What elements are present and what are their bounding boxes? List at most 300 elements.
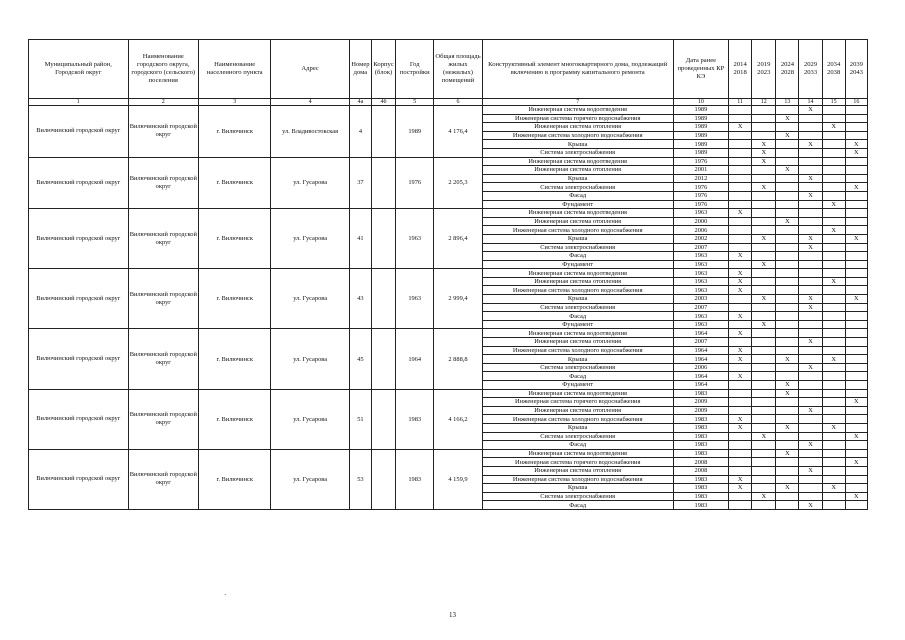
locality-cell: г. Вилючинск xyxy=(198,269,270,329)
period-mark-cell xyxy=(822,312,845,321)
period-mark-cell: X xyxy=(776,381,799,390)
locality-cell: г. Вилючинск xyxy=(198,106,270,158)
house-block xyxy=(29,269,868,329)
period-mark-cell xyxy=(776,303,799,312)
period-mark-cell: X xyxy=(776,423,799,432)
period-mark-cell xyxy=(776,277,799,286)
period-mark-cell xyxy=(729,106,752,115)
period-mark-cell: X xyxy=(729,415,752,424)
locality-cell: г. Вилючинск xyxy=(198,329,270,389)
period-mark-cell xyxy=(799,432,822,441)
period-mark-cell xyxy=(845,466,867,475)
element-name-cell: Система электроснабжения xyxy=(482,148,673,157)
element-name-cell: Инженерная система водоотведения xyxy=(482,449,673,458)
period-mark-cell xyxy=(799,131,822,140)
previous-repair-date-cell: 1983 xyxy=(673,423,728,432)
previous-repair-date-cell: 2009 xyxy=(673,406,728,415)
period-mark-cell xyxy=(845,355,867,364)
period-mark-cell xyxy=(822,492,845,501)
area-cell: 4 159,9 xyxy=(434,449,482,509)
period-mark-cell xyxy=(752,484,776,493)
period-mark-cell xyxy=(822,381,845,390)
period-mark-cell xyxy=(752,363,776,372)
period-mark-cell: X xyxy=(799,303,822,312)
previous-repair-date-cell: 1964 xyxy=(673,381,728,390)
period-mark-cell: X xyxy=(729,123,752,132)
house-number-cell: 53 xyxy=(349,449,371,509)
period-mark-cell: X xyxy=(799,501,822,510)
element-name-cell: Инженерная система отопления xyxy=(482,217,673,226)
previous-repair-date-cell: 2006 xyxy=(673,226,728,235)
column-number: 6 xyxy=(434,99,482,106)
period-mark-cell: X xyxy=(729,269,752,278)
period-mark-cell xyxy=(776,226,799,235)
element-name-cell: Инженерная система холодного водоснабжения xyxy=(482,346,673,355)
district-cell: Вилючинский городской округ xyxy=(29,269,129,329)
period-mark-cell: X xyxy=(776,389,799,398)
period-mark-cell xyxy=(822,260,845,269)
previous-repair-date-cell: 1989 xyxy=(673,140,728,149)
previous-repair-date-cell: 1963 xyxy=(673,269,728,278)
previous-repair-date-cell: 1983 xyxy=(673,389,728,398)
period-mark-cell: X xyxy=(752,148,776,157)
period-mark-cell xyxy=(799,166,822,175)
element-name-cell: Система электроснабжения xyxy=(482,363,673,372)
column-number: 1 xyxy=(29,99,129,106)
period-mark-cell xyxy=(822,234,845,243)
element-name-cell: Инженерная система отопления xyxy=(482,406,673,415)
period-mark-cell: X xyxy=(729,346,752,355)
period-mark-cell xyxy=(822,363,845,372)
element-name-cell: Инженерная система холодного водоснабжения xyxy=(482,415,673,424)
previous-repair-date-cell: 1963 xyxy=(673,260,728,269)
period-mark-cell xyxy=(752,200,776,209)
header-cell: 2014 2018 xyxy=(729,40,752,99)
period-mark-cell xyxy=(776,312,799,321)
table-row xyxy=(29,209,868,218)
element-name-cell: Инженерная система водоотведения xyxy=(482,329,673,338)
period-mark-cell xyxy=(822,466,845,475)
period-mark-cell xyxy=(845,415,867,424)
period-mark-cell xyxy=(799,200,822,209)
period-mark-cell xyxy=(752,346,776,355)
column-number: 4 xyxy=(271,99,349,106)
period-mark-cell: X xyxy=(776,217,799,226)
period-mark-cell xyxy=(845,338,867,347)
column-number: 3 xyxy=(198,99,270,106)
period-mark-cell xyxy=(776,466,799,475)
period-mark-cell xyxy=(729,466,752,475)
element-name-cell: Инженерная система отопления xyxy=(482,338,673,347)
period-mark-cell xyxy=(799,209,822,218)
house-number-cell: 4 xyxy=(349,106,371,158)
previous-repair-date-cell: 2000 xyxy=(673,217,728,226)
element-name-cell: Инженерная система водоотведения xyxy=(482,209,673,218)
locality-cell: г. Вилючинск xyxy=(198,389,270,449)
header-cell: Дата ранее проведенных КР КЭ xyxy=(673,40,728,99)
year-built-cell: 1989 xyxy=(396,106,434,158)
element-name-cell: Фундамент xyxy=(482,320,673,329)
column-number: 12 xyxy=(752,99,776,106)
year-built-cell: 1963 xyxy=(396,269,434,329)
period-mark-cell: X xyxy=(799,243,822,252)
district-cell: Вилючинский городской округ xyxy=(29,449,129,509)
previous-repair-date-cell: 1963 xyxy=(673,252,728,261)
element-name-cell: Крыша xyxy=(482,295,673,304)
year-built-cell: 1983 xyxy=(396,449,434,509)
period-mark-cell xyxy=(799,217,822,226)
previous-repair-date-cell: 1983 xyxy=(673,449,728,458)
period-mark-cell xyxy=(845,174,867,183)
period-mark-cell xyxy=(729,501,752,510)
period-mark-cell xyxy=(729,226,752,235)
period-mark-cell: X xyxy=(845,234,867,243)
period-mark-cell xyxy=(776,415,799,424)
period-mark-cell xyxy=(845,363,867,372)
header-cell: Адрес xyxy=(271,40,349,99)
block-cell xyxy=(371,269,395,329)
period-mark-cell xyxy=(822,183,845,192)
period-mark-cell: X xyxy=(845,295,867,304)
element-name-cell: Система электроснабжения xyxy=(482,183,673,192)
period-mark-cell xyxy=(752,277,776,286)
period-mark-cell: X xyxy=(845,140,867,149)
header-cell: 2039 2043 xyxy=(845,40,867,99)
column-number: 11 xyxy=(729,99,752,106)
header-cell: 2024 2028 xyxy=(776,40,799,99)
period-mark-cell xyxy=(845,303,867,312)
period-mark-cell xyxy=(776,252,799,261)
period-mark-cell xyxy=(729,492,752,501)
period-mark-cell xyxy=(776,475,799,484)
period-mark-cell xyxy=(729,148,752,157)
period-mark-cell xyxy=(799,372,822,381)
period-mark-cell: X xyxy=(799,441,822,450)
period-mark-cell: X xyxy=(799,106,822,115)
period-mark-cell xyxy=(729,260,752,269)
element-name-cell: Крыша xyxy=(482,423,673,432)
period-mark-cell: X xyxy=(799,406,822,415)
district-cell: Вилючинский городской округ xyxy=(29,157,129,209)
period-mark-cell xyxy=(845,226,867,235)
district-cell: Вилючинский городской округ xyxy=(29,209,129,269)
house-block xyxy=(29,209,868,269)
period-mark-cell xyxy=(799,423,822,432)
period-mark-cell xyxy=(776,243,799,252)
settlement-cell: Вилючинский городской округ xyxy=(128,329,198,389)
period-mark-cell xyxy=(822,174,845,183)
element-name-cell: Инженерная система отопления xyxy=(482,277,673,286)
period-mark-cell xyxy=(822,338,845,347)
header-cell: 2034 2038 xyxy=(822,40,845,99)
street-cell: ул. Гусарова xyxy=(271,209,349,269)
year-built-cell: 1963 xyxy=(396,209,434,269)
period-mark-cell: X xyxy=(776,114,799,123)
period-mark-cell xyxy=(752,286,776,295)
period-mark-cell xyxy=(752,441,776,450)
element-name-cell: Инженерная система горячего водоснабжения xyxy=(482,114,673,123)
period-mark-cell xyxy=(822,166,845,175)
period-mark-cell: X xyxy=(752,234,776,243)
previous-repair-date-cell: 2007 xyxy=(673,338,728,347)
period-mark-cell xyxy=(845,381,867,390)
period-mark-cell xyxy=(845,106,867,115)
element-name-cell: Фасад xyxy=(482,191,673,200)
previous-repair-date-cell: 1983 xyxy=(673,475,728,484)
table-row xyxy=(29,106,868,115)
period-mark-cell xyxy=(729,389,752,398)
element-name-cell: Инженерная система отопления xyxy=(482,123,673,132)
locality-cell: г. Вилючинск xyxy=(198,209,270,269)
column-number: 7 xyxy=(482,99,673,106)
previous-repair-date-cell: 2006 xyxy=(673,363,728,372)
period-mark-cell: X xyxy=(729,286,752,295)
capital-repair-table xyxy=(28,39,868,510)
previous-repair-date-cell: 1983 xyxy=(673,441,728,450)
element-name-cell: Фасад xyxy=(482,501,673,510)
previous-repair-date-cell: 1989 xyxy=(673,148,728,157)
street-cell: ул. Гусарова xyxy=(271,269,349,329)
previous-repair-date-cell: 1983 xyxy=(673,432,728,441)
previous-repair-date-cell: 1983 xyxy=(673,484,728,493)
previous-repair-date-cell: 1964 xyxy=(673,355,728,364)
period-mark-cell xyxy=(729,183,752,192)
table-row xyxy=(29,329,868,338)
header-row xyxy=(29,40,868,99)
house-number-cell: 43 xyxy=(349,269,371,329)
column-number: 2 xyxy=(128,99,198,106)
period-mark-cell xyxy=(776,406,799,415)
element-name-cell: Инженерная система горячего водоснабжения xyxy=(482,458,673,467)
area-cell: 2 888,8 xyxy=(434,329,482,389)
block-cell xyxy=(371,157,395,209)
period-mark-cell xyxy=(752,398,776,407)
period-mark-cell xyxy=(729,398,752,407)
block-cell xyxy=(371,329,395,389)
header-cell: Номер дома xyxy=(349,40,371,99)
period-mark-cell: X xyxy=(752,260,776,269)
period-mark-cell xyxy=(845,475,867,484)
period-mark-cell: X xyxy=(776,355,799,364)
period-mark-cell xyxy=(799,252,822,261)
period-mark-cell xyxy=(752,372,776,381)
period-mark-cell xyxy=(752,123,776,132)
page-number: 13 xyxy=(449,611,456,619)
period-mark-cell xyxy=(822,286,845,295)
period-mark-cell xyxy=(776,458,799,467)
previous-repair-date-cell: 1983 xyxy=(673,415,728,424)
period-mark-cell xyxy=(776,148,799,157)
element-name-cell: Фасад xyxy=(482,312,673,321)
period-mark-cell xyxy=(799,475,822,484)
previous-repair-date-cell: 2007 xyxy=(673,303,728,312)
house-block xyxy=(29,389,868,449)
element-name-cell: Инженерная система отопления xyxy=(482,466,673,475)
period-mark-cell xyxy=(845,423,867,432)
street-cell: ул. Гусарова xyxy=(271,157,349,209)
period-mark-cell xyxy=(776,398,799,407)
period-mark-cell xyxy=(822,217,845,226)
period-mark-cell xyxy=(776,174,799,183)
period-mark-cell xyxy=(729,234,752,243)
period-mark-cell xyxy=(845,166,867,175)
period-mark-cell xyxy=(776,432,799,441)
period-mark-cell xyxy=(729,441,752,450)
street-cell: ул. Владивостокская xyxy=(271,106,349,158)
period-mark-cell xyxy=(845,501,867,510)
period-mark-cell: X xyxy=(752,140,776,149)
period-mark-cell xyxy=(822,252,845,261)
period-mark-cell xyxy=(776,492,799,501)
period-mark-cell xyxy=(729,449,752,458)
period-mark-cell: X xyxy=(752,432,776,441)
settlement-cell: Вилючинский городской округ xyxy=(128,157,198,209)
previous-repair-date-cell: 1964 xyxy=(673,329,728,338)
period-mark-cell xyxy=(776,346,799,355)
previous-repair-date-cell: 1989 xyxy=(673,131,728,140)
year-built-cell: 1983 xyxy=(396,389,434,449)
header-cell: Год постройки xyxy=(396,40,434,99)
period-mark-cell xyxy=(776,106,799,115)
street-cell: ул. Гусарова xyxy=(271,449,349,509)
period-mark-cell xyxy=(752,355,776,364)
period-mark-cell xyxy=(845,191,867,200)
period-mark-cell: X xyxy=(822,226,845,235)
previous-repair-date-cell: 1989 xyxy=(673,123,728,132)
period-mark-cell xyxy=(776,123,799,132)
element-name-cell: Фасад xyxy=(482,252,673,261)
area-cell: 2 896,4 xyxy=(434,209,482,269)
period-mark-cell xyxy=(822,475,845,484)
period-mark-cell xyxy=(776,372,799,381)
period-mark-cell xyxy=(822,243,845,252)
table-header xyxy=(29,40,868,106)
period-mark-cell xyxy=(729,381,752,390)
period-mark-cell xyxy=(776,140,799,149)
period-mark-cell: X xyxy=(729,484,752,493)
locality-cell: г. Вилючинск xyxy=(198,157,270,209)
period-mark-cell: X xyxy=(845,492,867,501)
column-number: 4б xyxy=(371,99,395,106)
period-mark-cell xyxy=(822,303,845,312)
element-name-cell: Инженерная система горячего водоснабжения xyxy=(482,398,673,407)
period-mark-cell xyxy=(752,166,776,175)
column-number: 15 xyxy=(822,99,845,106)
previous-repair-date-cell: 2002 xyxy=(673,234,728,243)
period-mark-cell xyxy=(752,449,776,458)
element-name-cell: Система электроснабжения xyxy=(482,432,673,441)
period-mark-cell xyxy=(845,441,867,450)
period-mark-cell xyxy=(799,320,822,329)
period-mark-cell xyxy=(822,389,845,398)
period-mark-cell xyxy=(845,449,867,458)
period-mark-cell xyxy=(752,269,776,278)
period-mark-cell xyxy=(729,432,752,441)
settlement-cell: Вилючинский городской округ xyxy=(128,106,198,158)
house-number-cell: 45 xyxy=(349,329,371,389)
period-mark-cell: X xyxy=(799,140,822,149)
area-cell: 4 166,2 xyxy=(434,389,482,449)
previous-repair-date-cell: 1976 xyxy=(673,157,728,166)
period-mark-cell xyxy=(799,389,822,398)
street-cell: ул. Гусарова xyxy=(271,329,349,389)
period-mark-cell xyxy=(752,458,776,467)
period-mark-cell xyxy=(752,415,776,424)
element-name-cell: Инженерная система водоотведения xyxy=(482,389,673,398)
period-mark-cell: X xyxy=(729,277,752,286)
period-mark-cell xyxy=(752,501,776,510)
period-mark-cell xyxy=(729,303,752,312)
period-mark-cell xyxy=(776,200,799,209)
period-mark-cell: X xyxy=(752,492,776,501)
period-mark-cell xyxy=(729,363,752,372)
period-mark-cell: X xyxy=(752,320,776,329)
period-mark-cell xyxy=(822,140,845,149)
period-mark-cell xyxy=(799,398,822,407)
period-mark-cell xyxy=(822,329,845,338)
previous-repair-date-cell: 1963 xyxy=(673,277,728,286)
period-mark-cell: X xyxy=(822,200,845,209)
element-name-cell: Фасад xyxy=(482,441,673,450)
period-mark-cell: X xyxy=(799,234,822,243)
header-cell: Конструктивный элемент многоквартирного дома, подлежащий включению в программу капитального ремонта xyxy=(482,40,673,99)
header-cell: 2029 2033 xyxy=(799,40,822,99)
period-mark-cell: X xyxy=(799,191,822,200)
period-mark-cell xyxy=(822,346,845,355)
period-mark-cell xyxy=(752,252,776,261)
table-row xyxy=(29,157,868,166)
previous-repair-date-cell: 1963 xyxy=(673,320,728,329)
period-mark-cell xyxy=(776,501,799,510)
period-mark-cell xyxy=(752,381,776,390)
period-mark-cell xyxy=(752,106,776,115)
previous-repair-date-cell: 2007 xyxy=(673,243,728,252)
previous-repair-date-cell: 1989 xyxy=(673,106,728,115)
period-mark-cell xyxy=(845,372,867,381)
settlement-cell: Вилючинский городской округ xyxy=(128,209,198,269)
column-number: 14 xyxy=(799,99,822,106)
previous-repair-date-cell: 1964 xyxy=(673,346,728,355)
element-name-cell: Инженерная система водоотведения xyxy=(482,157,673,166)
previous-repair-date-cell: 2008 xyxy=(673,458,728,467)
previous-repair-date-cell: 1976 xyxy=(673,191,728,200)
period-mark-cell xyxy=(845,329,867,338)
period-mark-cell xyxy=(776,295,799,304)
period-mark-cell xyxy=(799,329,822,338)
period-mark-cell xyxy=(799,183,822,192)
period-mark-cell: X xyxy=(776,449,799,458)
block-cell xyxy=(371,106,395,158)
period-mark-cell xyxy=(845,320,867,329)
table-row xyxy=(29,269,868,278)
period-mark-cell: X xyxy=(845,398,867,407)
period-mark-cell xyxy=(845,406,867,415)
period-mark-cell xyxy=(729,458,752,467)
period-mark-cell xyxy=(729,295,752,304)
period-mark-cell xyxy=(729,243,752,252)
period-mark-cell xyxy=(752,303,776,312)
table-row xyxy=(29,389,868,398)
period-mark-cell: X xyxy=(776,166,799,175)
period-mark-cell xyxy=(799,123,822,132)
previous-repair-date-cell: 1989 xyxy=(673,114,728,123)
period-mark-cell: X xyxy=(729,209,752,218)
element-name-cell: Крыша xyxy=(482,174,673,183)
period-mark-cell xyxy=(729,157,752,166)
period-mark-cell xyxy=(729,191,752,200)
element-name-cell: Инженерная система холодного водоснабжения xyxy=(482,286,673,295)
period-mark-cell: X xyxy=(845,183,867,192)
